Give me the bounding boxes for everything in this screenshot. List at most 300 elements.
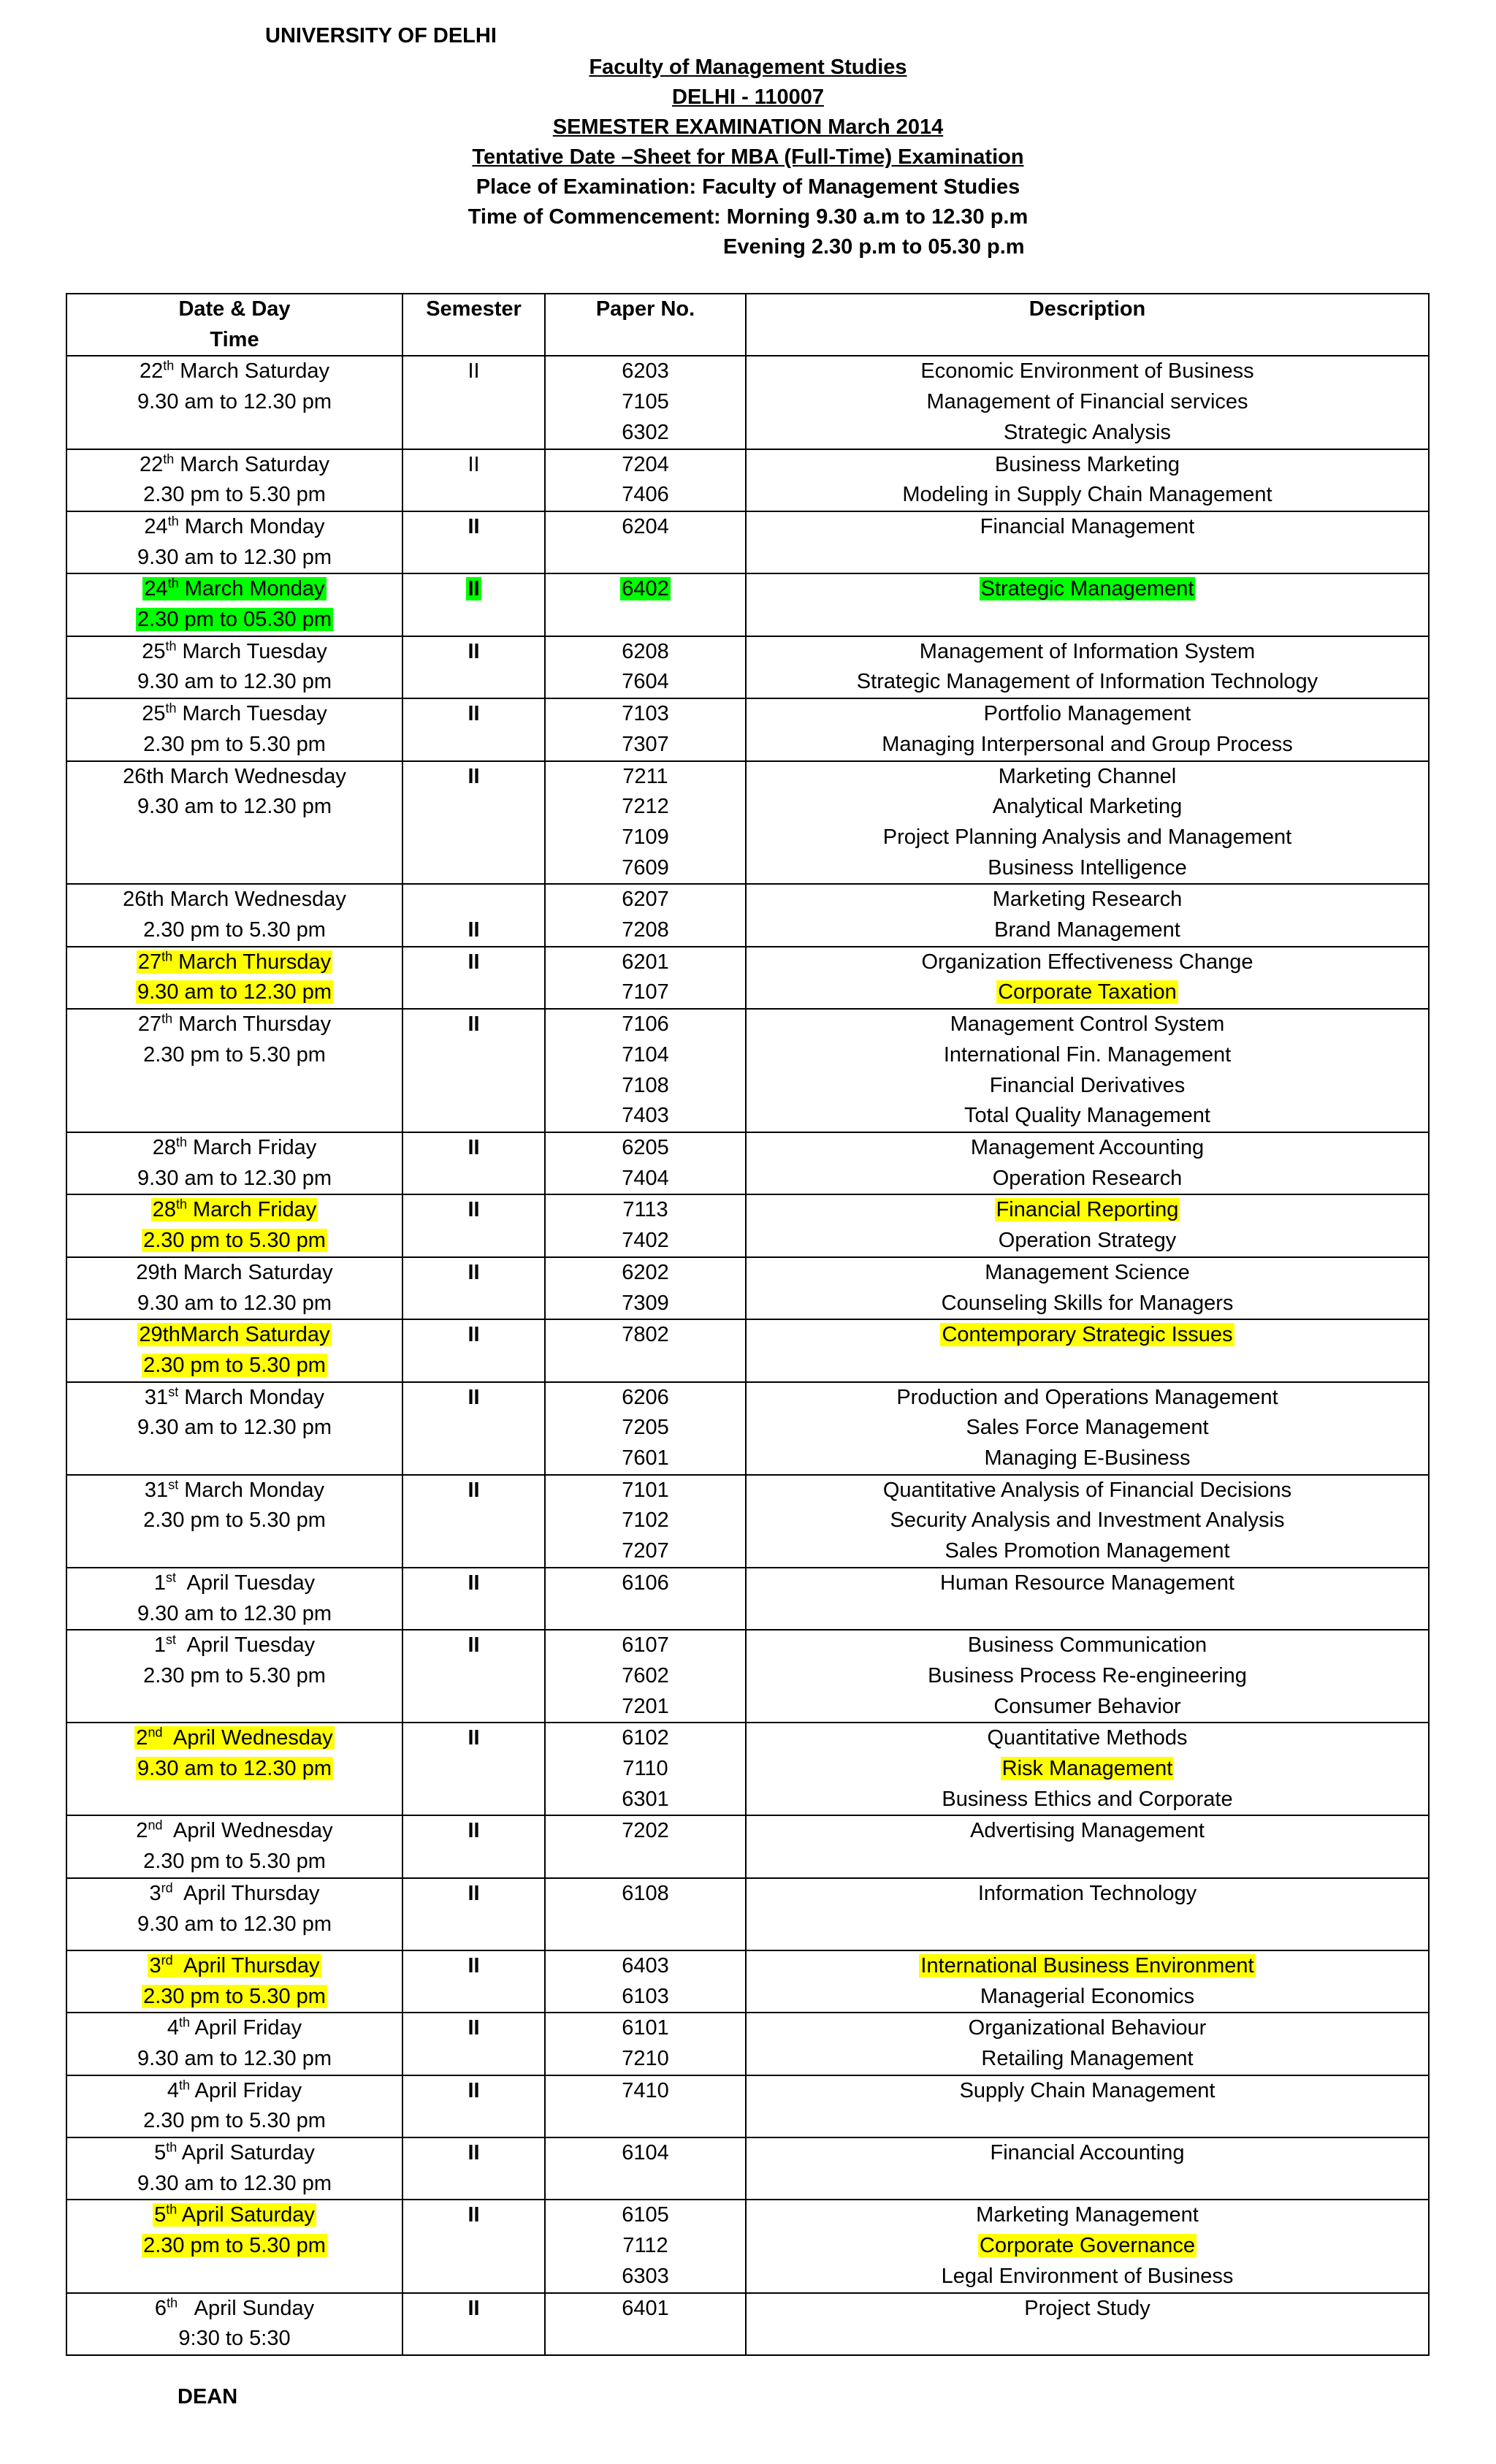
paper-number-text: 7207 [622, 1539, 669, 1563]
date-sheet-title: Tentative Date –Sheet for MBA (Full-Time) Examination [472, 145, 1024, 169]
date-time-cell [66, 1475, 402, 1568]
paper-number-text: 7307 [622, 732, 669, 756]
semester-value [403, 915, 544, 946]
table-row [66, 1319, 1429, 1381]
paper-description-text: Risk Management [1001, 1757, 1173, 1781]
paper-number-text: 7204 [622, 452, 669, 476]
paper-description-text: Strategic Management of Information Technology [856, 670, 1318, 694]
date-time-cell [66, 1194, 402, 1256]
paper-number-text: 7201 [622, 1694, 669, 1718]
exam-time [67, 1910, 402, 1940]
date-ordinal-suffix: th [163, 358, 175, 373]
date-time-cell [66, 1568, 402, 1630]
paper-number-text: 6403 [622, 1953, 669, 1977]
paper-no-cell [545, 356, 746, 449]
date-ordinal-suffix: th [167, 514, 179, 529]
paper-description-text: Management Science [985, 1260, 1190, 1284]
semester-text: II [468, 1135, 480, 1159]
paper-number [546, 1071, 745, 1102]
date-day-number: 29thMarch Saturday [139, 1323, 330, 1347]
paper-description-text: Sales Force Management [966, 1416, 1209, 1440]
exam-time-text: 2.30 pm to 5.30 pm [143, 1663, 326, 1687]
exam-time-text: 2.30 pm to 5.30 pm [143, 918, 326, 942]
exam-date-text [140, 702, 329, 725]
date-month-weekday: March Monday [178, 577, 325, 601]
paper-number-text: 6206 [622, 1385, 669, 1409]
paper-number [546, 1536, 745, 1567]
exam-time-text: 2.30 pm to 5.30 pm [143, 2234, 326, 2258]
paper-number-text: 6402 [622, 577, 669, 601]
paper-description [747, 356, 1428, 387]
paper-number [546, 1443, 745, 1474]
date-day-number: 31 [144, 1385, 169, 1409]
paper-description-text: Financial Derivatives [989, 1073, 1186, 1097]
table-row [66, 1878, 1429, 1950]
paper-description [747, 1630, 1428, 1661]
semester-text: II [468, 2203, 480, 2227]
paper-number [546, 1040, 745, 1071]
time-evening: Evening 2.30 p.m to 05.30 p.m [723, 235, 1025, 259]
exam-date-text [134, 1726, 334, 1750]
paper-number-text: 6108 [622, 1881, 669, 1905]
table-row [66, 1132, 1429, 1194]
semester-text: II [468, 2141, 480, 2165]
exam-date [67, 1133, 402, 1164]
semester-text: II [468, 1726, 480, 1750]
exam-time-text: 2.30 pm to 5.30 pm [143, 1508, 326, 1533]
exam-time-text: 9.30 am to 12.30 pm [137, 795, 332, 819]
date-day-number: 31 [144, 1478, 169, 1502]
exam-date-text [138, 359, 331, 383]
exam-date [67, 1258, 402, 1289]
date-ordinal-suffix: th [167, 2295, 178, 2310]
date-month-weekday: March Monday [178, 1478, 325, 1502]
exam-time [67, 667, 402, 698]
exam-schedule-table [66, 293, 1430, 2356]
paper-no-cell [545, 1382, 746, 1475]
paper-no-cell [545, 1723, 746, 1815]
paper-number-text: 7602 [622, 1663, 669, 1687]
header-semester-label: Semester [426, 297, 522, 321]
semester-value [403, 699, 544, 730]
date-ordinal-suffix: th [167, 576, 179, 591]
description-cell [746, 356, 1429, 449]
paper-description-text: International Business Environment [920, 1953, 1254, 1977]
paper-no-cell [545, 1630, 746, 1723]
exam-date [67, 947, 402, 978]
description-cell [746, 1878, 1429, 1950]
date-month-weekday: March Friday [187, 1198, 317, 1222]
paper-description [747, 2262, 1428, 2292]
paper-number [546, 480, 745, 511]
exam-time-text: 9.30 am to 12.30 pm [137, 980, 332, 1004]
exam-date-text [137, 1323, 331, 1346]
paper-description [747, 1383, 1428, 1414]
semester-text: II [468, 514, 480, 538]
semester-value [403, 1320, 544, 1351]
paper-number [546, 512, 745, 543]
exam-date [67, 2138, 402, 2169]
paper-description [747, 853, 1428, 884]
paper-number-text: 7212 [622, 795, 669, 819]
paper-number [546, 450, 745, 481]
exam-date-text [138, 453, 331, 476]
paper-number [546, 977, 745, 1008]
description-cell [746, 1319, 1429, 1381]
paper-number-text: 7309 [622, 1291, 669, 1315]
semester-value [403, 1816, 544, 1847]
paper-description-text: Security Analysis and Investment Analysis [890, 1508, 1285, 1533]
date-ordinal-suffix: nd [148, 1818, 163, 1833]
date-day-number: 26th March Wednesday [123, 888, 346, 912]
paper-no-cell [545, 1950, 746, 2013]
exam-date [67, 2013, 402, 2044]
paper-description [747, 1289, 1428, 1319]
exam-date-text [134, 1261, 334, 1284]
paper-number [546, 2231, 745, 2262]
date-time-cell [66, 1257, 402, 1319]
date-time-cell [66, 1723, 402, 1815]
description-cell [746, 1194, 1429, 1256]
paper-number-text: 6207 [622, 888, 669, 912]
exam-date-text [153, 2141, 316, 2164]
paper-no-cell [545, 1132, 746, 1194]
paper-number-text: 7601 [622, 1446, 669, 1471]
semester-cell [402, 636, 545, 698]
paper-description-text: Business Ethics and Corporate [942, 1787, 1233, 1811]
exam-time [67, 915, 402, 946]
semester-value [403, 2076, 544, 2107]
exam-time-text: 9:30 to 5:30 [178, 2327, 291, 2351]
table-row [66, 573, 1429, 636]
semester-value [403, 356, 544, 387]
date-month-weekday: March Monday [178, 1385, 325, 1409]
paper-number-text: 6301 [622, 1787, 669, 1811]
date-ordinal-suffix: th [166, 2202, 178, 2217]
table-header-row [66, 294, 1429, 356]
table-row [66, 1257, 1429, 1319]
paper-description-text: Business Marketing [994, 452, 1180, 476]
date-day-number: 22 [139, 452, 164, 476]
paper-number [546, 1982, 745, 2013]
paper-description-text: Information Technology [977, 1881, 1197, 1905]
exam-date-text [137, 1012, 332, 1036]
paper-description-text: Management of Financial services [926, 390, 1248, 414]
paper-description-text: Marketing Research [992, 888, 1183, 912]
paper-number-text: 7202 [622, 1819, 669, 1843]
paper-number-text: 7208 [622, 918, 669, 942]
exam-time [67, 1661, 402, 1692]
paper-number [546, 2013, 745, 2044]
exam-time [67, 1413, 402, 1443]
semester-value [403, 1879, 544, 1910]
header-semester [402, 294, 545, 356]
paper-description [747, 512, 1428, 543]
paper-description [747, 1723, 1428, 1754]
paper-description-text: Consumer Behavior [993, 1694, 1181, 1718]
paper-description [747, 1164, 1428, 1194]
paper-number [546, 1568, 745, 1599]
paper-description-text: Marketing Channel [998, 764, 1177, 788]
date-time-cell [66, 1878, 402, 1950]
paper-description [747, 637, 1428, 668]
paper-description-text: Production and Operations Management [896, 1385, 1278, 1409]
semester-value [403, 1133, 544, 1164]
semester-text: II [468, 1571, 480, 1595]
semester-cell [402, 947, 545, 1009]
paper-number [546, 1383, 745, 1414]
exam-date-text [166, 2016, 303, 2040]
exam-time [67, 1040, 402, 1071]
exam-time [67, 605, 402, 636]
exam-date [67, 1723, 402, 1754]
description-cell [746, 884, 1429, 946]
paper-number-text: 6302 [622, 420, 669, 444]
description-cell [746, 1132, 1429, 1194]
paper-description-text: Financial Management [980, 514, 1195, 538]
table-row [66, 1723, 1429, 1815]
paper-no-cell [545, 511, 746, 573]
paper-number [546, 1951, 745, 1982]
paper-description [747, 2138, 1428, 2169]
paper-no-cell [545, 636, 746, 698]
exam-date-text [121, 765, 348, 788]
paper-description-text: Project Planning Analysis and Management [882, 825, 1292, 849]
exam-time-text: 2.30 pm to 5.30 pm [143, 1984, 326, 2008]
paper-number-text: 6202 [622, 1260, 669, 1284]
paper-no-cell [545, 573, 746, 636]
paper-description [747, 1258, 1428, 1289]
date-ordinal-suffix: nd [148, 1725, 163, 1740]
description-cell [746, 1009, 1429, 1132]
date-month-weekday: April Tuesday [175, 1571, 316, 1595]
exam-date [67, 885, 402, 915]
paper-number [546, 1320, 745, 1351]
table-row [66, 1568, 1429, 1630]
paper-number-text: 7103 [622, 702, 669, 726]
semester-cell [402, 1132, 545, 1194]
paper-number-text: 7410 [622, 2078, 669, 2102]
semester-text: II [468, 1323, 480, 1347]
date-time-cell [66, 884, 402, 946]
paper-number-text: 7402 [622, 1229, 669, 1253]
exam-date [67, 2200, 402, 2231]
exam-title: SEMESTER EXAMINATION March 2014 [552, 115, 944, 139]
exam-date-text [142, 577, 326, 600]
paper-description-text: Legal Environment of Business [941, 2264, 1234, 2288]
paper-number-text: 7109 [622, 825, 669, 849]
paper-number-text: 6303 [622, 2264, 669, 2288]
exam-date [67, 1630, 402, 1661]
description-cell [746, 2013, 1429, 2075]
date-day-number: 2 [136, 1819, 148, 1843]
paper-no-cell [545, 1319, 746, 1381]
date-month-weekday: April Thursday [172, 1881, 320, 1905]
exam-time [67, 2324, 402, 2354]
date-time-cell [66, 2075, 402, 2137]
exam-time-text: 9.30 am to 12.30 pm [137, 1601, 332, 1625]
exam-time-text: 9.30 am to 12.30 pm [137, 1416, 332, 1440]
paper-number [546, 2262, 745, 2292]
paper-number-text: 6106 [622, 1571, 669, 1595]
paper-number-text: 7106 [622, 1012, 669, 1037]
paper-number [546, 1630, 745, 1661]
semester-cell [402, 1568, 545, 1630]
paper-description-text: Brand Management [994, 918, 1180, 942]
paper-number [546, 2294, 745, 2324]
paper-number [546, 574, 745, 605]
paper-description-text: Organizational Behaviour [968, 2016, 1207, 2040]
semester-text: II [468, 577, 480, 601]
description-cell [746, 947, 1429, 1009]
date-day-number: 2 [136, 1726, 148, 1750]
exam-time-text: 2.30 pm to 5.30 pm [143, 1229, 326, 1253]
date-month-weekday: April Saturday [177, 2203, 315, 2227]
paper-description [747, 667, 1428, 698]
date-ordinal-suffix: th [175, 1197, 187, 1212]
paper-description-text: Financial Accounting [990, 2141, 1185, 2165]
exam-date-text [143, 1386, 326, 1409]
description-cell [746, 1568, 1429, 1630]
header-paper-label: Paper No. [595, 297, 695, 321]
paper-number [546, 730, 745, 760]
date-time-cell [66, 1009, 402, 1132]
exam-date-text [143, 1479, 326, 1502]
paper-description-text: Operation Strategy [998, 1229, 1177, 1253]
paper-no-cell [545, 1815, 746, 1877]
date-day-number: 27 [137, 1012, 162, 1037]
exam-date-text [121, 888, 348, 911]
paper-number [546, 1754, 745, 1785]
paper-number-text: 6208 [622, 639, 669, 663]
semester-text: II [468, 1953, 480, 1977]
description-cell [746, 2075, 1429, 2137]
date-day-number: 29th March Saturday [136, 1260, 333, 1284]
paper-number [546, 853, 745, 884]
paper-description-text: Financial Reporting [996, 1198, 1179, 1222]
exam-time-text: 9.30 am to 12.30 pm [137, 1912, 332, 1936]
semester-text: II [468, 1633, 480, 1658]
date-month-weekday: March Saturday [174, 359, 330, 384]
semester-text: II [468, 639, 480, 663]
exam-time-text: 9.30 am to 12.30 pm [137, 2046, 332, 2070]
semester-text: II [468, 1260, 480, 1284]
paper-number [546, 1010, 745, 1040]
semester-text: II [468, 2078, 480, 2102]
exam-time-text: 2.30 pm to 5.30 pm [143, 732, 326, 756]
paper-number [546, 387, 745, 418]
paper-description-text: Supply Chain Management [959, 2078, 1216, 2102]
paper-description [747, 574, 1428, 605]
date-time-cell [66, 449, 402, 511]
paper-number-text: 6201 [622, 950, 669, 974]
exam-date [67, 450, 402, 481]
header-date-label: Date & Day [178, 297, 291, 321]
date-time-cell [66, 1132, 402, 1194]
paper-description-text: Quantitative Methods [987, 1726, 1188, 1750]
semester-value [403, 1630, 544, 1661]
paper-description-text: Operation Research [992, 1166, 1183, 1190]
paper-number [546, 2200, 745, 2231]
exam-time [67, 730, 402, 760]
date-day-number: 5 [154, 2141, 167, 2165]
date-ordinal-suffix: st [168, 1384, 179, 1399]
paper-number-text: 7403 [622, 1104, 669, 1128]
date-day-number: 1 [153, 1571, 166, 1595]
paper-no-cell [545, 698, 746, 760]
exam-time [67, 1599, 402, 1630]
semester-cell [402, 698, 545, 760]
semester-cell [402, 511, 545, 573]
blank-line [403, 885, 544, 915]
header-description-label: Description [1028, 297, 1146, 321]
exam-date-text [140, 640, 329, 663]
semester-value [403, 1476, 544, 1506]
semester-value [403, 1195, 544, 1226]
date-day-number: 3 [149, 1881, 161, 1905]
header-date-day [66, 294, 402, 356]
paper-description [747, 823, 1428, 853]
date-month-weekday: April Friday [190, 2016, 302, 2040]
date-time-cell [66, 2013, 402, 2075]
paper-description [747, 450, 1428, 481]
exam-time [67, 2106, 402, 2137]
paper-description [747, 1568, 1428, 1599]
header-paper-no [545, 294, 746, 356]
table-row [66, 2013, 1429, 2075]
exam-date-text [166, 2079, 303, 2102]
paper-no-cell [545, 1475, 746, 1568]
paper-description-text: Project Study [1024, 2296, 1150, 2320]
exam-time-text: 2.30 pm to 5.30 pm [143, 2109, 326, 2133]
description-cell [746, 2200, 1429, 2292]
paper-number-text: 7104 [622, 1042, 669, 1067]
paper-number-text: 7404 [622, 1166, 669, 1190]
paper-description [747, 762, 1428, 793]
paper-description-text: Counseling Skills for Managers [941, 1291, 1234, 1315]
date-ordinal-suffix: th [163, 451, 175, 466]
paper-number [546, 2076, 745, 2107]
paper-description [747, 1071, 1428, 1102]
paper-description [747, 418, 1428, 449]
date-day-number: 3 [149, 1953, 161, 1977]
paper-no-cell [545, 1257, 746, 1319]
semester-cell [402, 2075, 545, 2137]
date-time-cell [66, 1382, 402, 1475]
paper-description-text: Management Control System [950, 1012, 1225, 1037]
table-row [66, 761, 1429, 885]
date-time-cell [66, 698, 402, 760]
semester-cell [402, 761, 545, 885]
description-cell [746, 1630, 1429, 1723]
paper-description [747, 387, 1428, 418]
description-cell [746, 698, 1429, 760]
date-month-weekday: April Wednesday [162, 1819, 333, 1843]
paper-number [546, 2044, 745, 2075]
semester-cell [402, 2013, 545, 2075]
date-time-cell [66, 947, 402, 1009]
paper-number [546, 762, 745, 793]
paper-description-text: Managing E-Business [984, 1446, 1191, 1471]
table-row [66, 636, 1429, 698]
paper-number-text: 6104 [622, 2141, 669, 2165]
semester-text: II [468, 1198, 480, 1222]
paper-description [747, 1320, 1428, 1351]
paper-number [546, 1101, 745, 1132]
paper-number-text: 7113 [622, 1198, 668, 1222]
date-time-cell [66, 636, 402, 698]
paper-number [546, 823, 745, 853]
